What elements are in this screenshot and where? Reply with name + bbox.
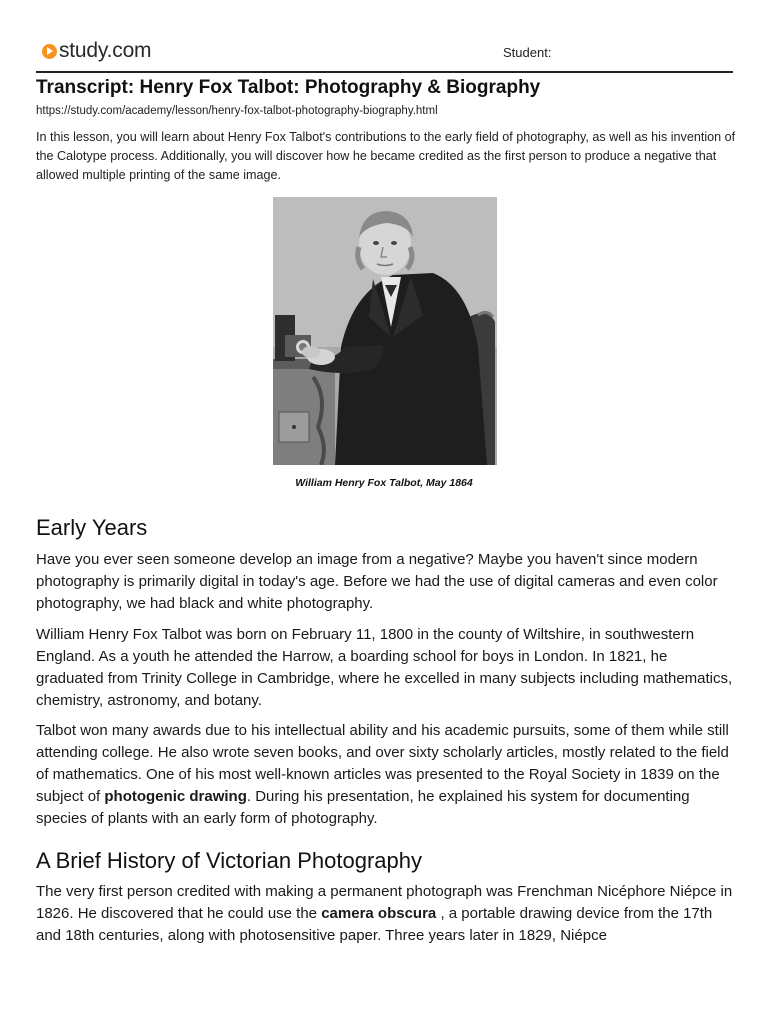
logo-text: study.com <box>59 39 152 62</box>
page-header <box>36 38 733 73</box>
lesson-url[interactable]: https://study.com/academy/lesson/henry-fox-talbot-photography-biography.html <box>36 105 438 117</box>
study-logo[interactable] <box>42 39 151 63</box>
text-run: The very first person credited with making a permanent photograph was Frenchman Nicéphore Niépce in 1826. He discovered that he could use the <box>36 883 733 922</box>
image-caption: William Henry Fox Talbot, May 1864 <box>295 477 473 489</box>
paragraph: Have you ever seen someone develop an image from a negative? Maybe you haven't since modern photography is primarily digital in today's age. Before we had the use of digital cameras and even color photography, we had black and white photography. <box>36 551 718 612</box>
paragraph <box>36 720 736 830</box>
portrait-illustration <box>273 197 497 465</box>
paragraph: William Henry Fox Talbot was born on February 11, 1800 in the county of Wiltshire, in southwestern England. As a youth he attended the Harrow, a boarding school for boys in London. In 1821, he graduated from Trinity College in Cambridge, where he excelled in many subjects including mathematics, chemistry, astronomy, and botany. <box>36 626 733 709</box>
section-heading-victorian-photography: A Brief History of Victorian Photography <box>36 848 423 873</box>
paragraph <box>36 881 736 947</box>
bold-term: camera obscura <box>321 905 437 922</box>
play-icon <box>42 44 57 59</box>
text-run: Talbot won many awards due to his intellectual ability and his academic pursuits, some of them while still attending college. He also wrote seven books, and over sixty scholarly articles, mostly related to the field of mathematics. One of his most well-known articles was presented to the Royal Society in 1839 on the subject of <box>36 722 729 805</box>
text-run: , a portable drawing device from the 17th and 18th centuries, along with photosensitive paper. Three years later in 1829, Niépce <box>36 905 713 944</box>
section-heading-early-years: Early Years <box>36 515 148 540</box>
intro-paragraph: In this lesson, you will learn about Henry Fox Talbot's contributions to the early field of photography, as well as his invention of the Calotype process. Additionally, you will discover how he became credited as the first person to produce a negative that allowed multiple printing of the same image. <box>36 130 736 182</box>
bold-term: photogenic drawing <box>104 788 247 805</box>
portrait-image <box>273 197 497 465</box>
student-label: Student: <box>503 45 552 60</box>
page-title: Transcript: Henry Fox Talbot: Photography & Biography <box>36 77 541 98</box>
text-run: . During his presentation, he explained his system for documenting species of plants with an early form of photography. <box>36 788 690 827</box>
